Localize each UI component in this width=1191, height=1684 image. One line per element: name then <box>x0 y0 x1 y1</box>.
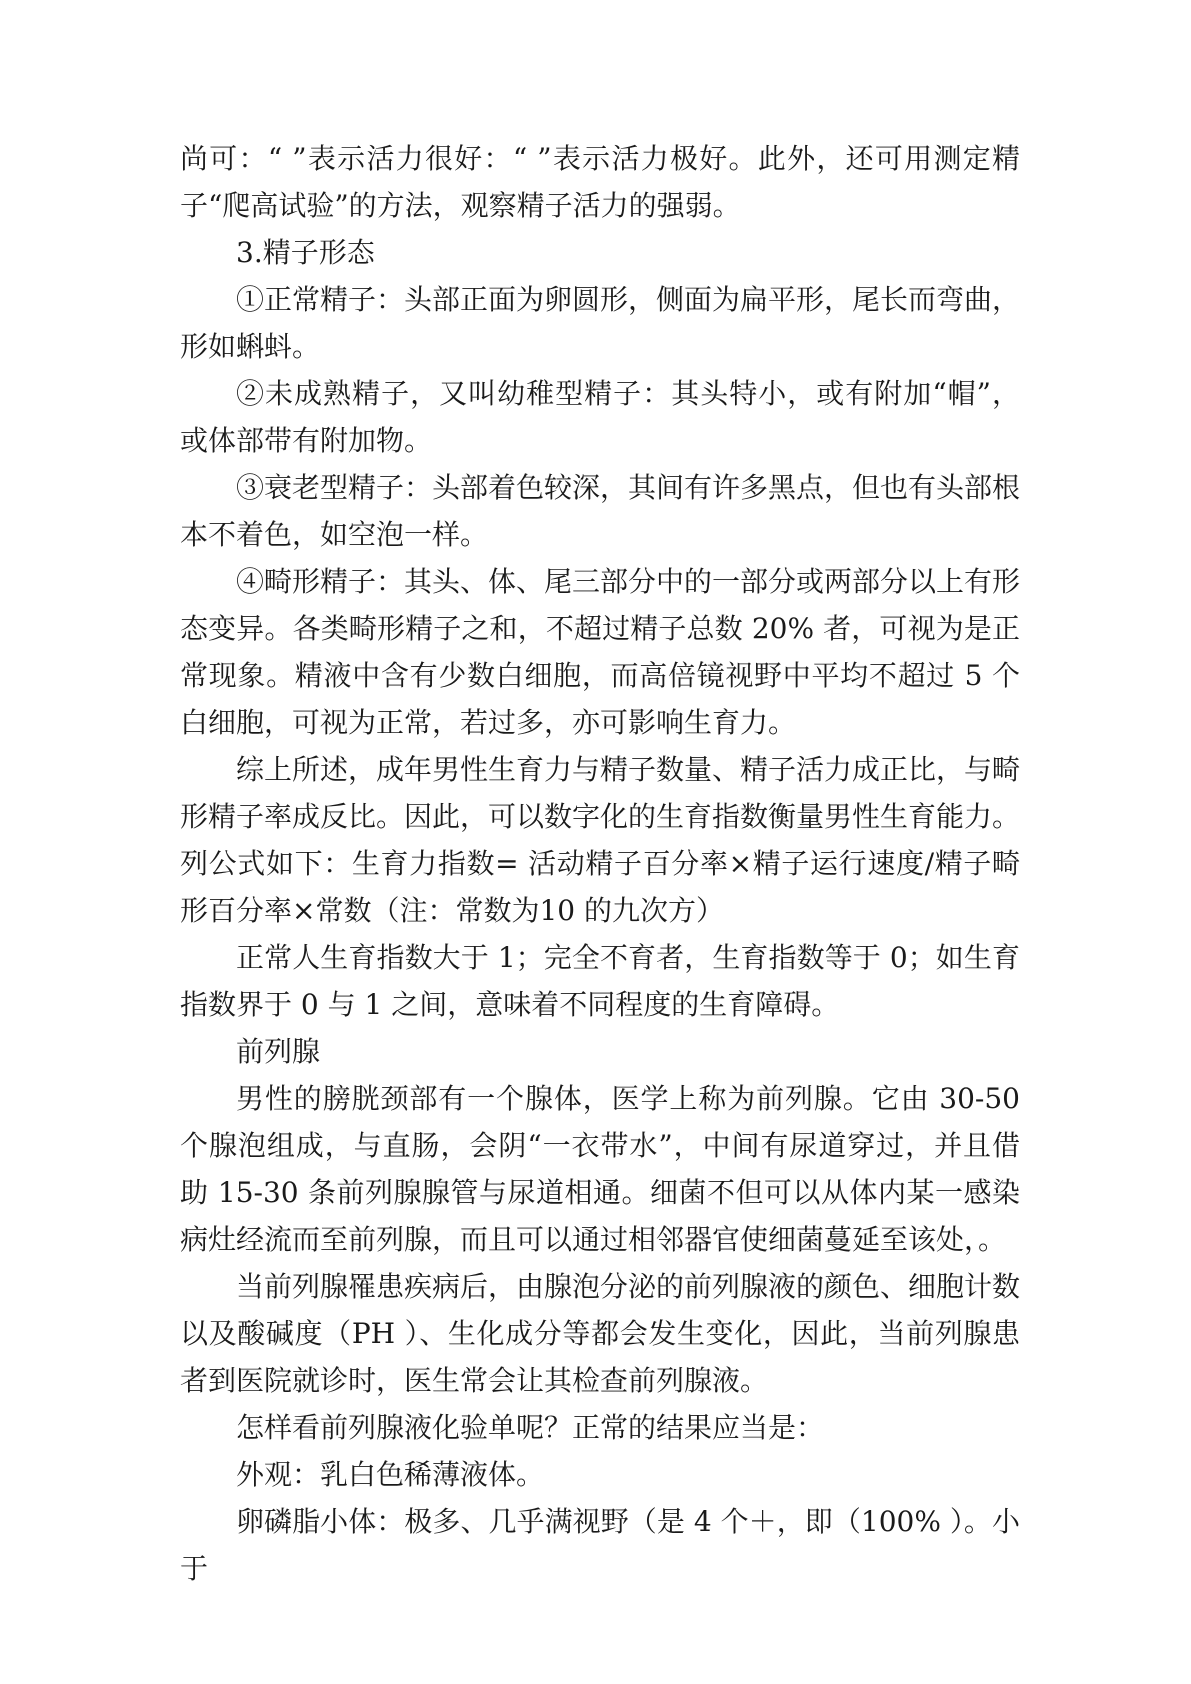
paragraph-lecithin-bodies: 卵磷脂小体：极多、几乎满视野（是 4 个＋，即（100% ）。小于 <box>180 1505 1020 1585</box>
paragraph-prostate-anatomy: 男性的膀胱颈部有一个腺体，医学上称为前列腺。它由 30-50 个腺泡组成，与直肠，会阴“一衣带水”，中间有尿道穿过，并且借助 15-30 条前列腺腺管与尿道相通。细菌不但可以从体内某一感染病灶经流而至前列腺，而且可以通过相邻器官使细菌蔓延至该处，。 <box>180 1082 1020 1256</box>
paragraph-abnormal-sperm: ④畸形精子：其头、体、尾三部分中的一部分或两部分以上有形态变异。各类畸形精子之和，不超过精子总数 20% 者，可视为是正常现象。精液中含有少数白细胞，而高倍镜视野中平均不超过 5 个白细胞，可视为正常，若过多，亦可影响生育力。 <box>180 565 1021 739</box>
paragraph-prostate-disease: 当前列腺罹患疾病后，由腺泡分泌的前列腺液的颜色、细胞计数以及酸碱度（PH ）、生化成分等都会发生变化，因此，当前列腺患者到医院就诊时，医生常会让其检查前列腺液。 <box>180 1270 1021 1397</box>
paragraph-lab-report-question: 怎样看前列腺液化验单呢？正常的结果应当是： <box>236 1411 825 1444</box>
paragraph-aging-sperm: ③衰老型精子：头部着色较深，其间有许多黑点，但也有头部根本不着色，如空泡一样。 <box>180 471 1021 551</box>
heading-sperm-morphology: 3.精子形态 <box>236 236 375 269</box>
document-body <box>180 135 1020 1592</box>
paragraph-sperm-motility-continued: 尚可：“ ”表示活力很好：“ ”表示活力极好。此外，还可用测定精子“爬高试验”的方法，观察精子活力的强弱。 <box>180 142 1020 222</box>
heading-prostate: 前列腺 <box>236 1035 321 1068</box>
paragraph-fertility-index: 正常人生育指数大于 1；完全不育者，生育指数等于 0；如生育指数界于 0 与 1 之间，意味着不同程度的生育障碍。 <box>180 941 1020 1021</box>
paragraph-normal-sperm: ①正常精子：头部正面为卵圆形，侧面为扁平形，尾长而弯曲，形如蝌蚪。 <box>180 283 1021 363</box>
paragraph-appearance: 外观：乳白色稀薄液体。 <box>236 1458 545 1491</box>
paragraph-fertility-formula: 综上所述，成年男性生育力与精子数量、精子活力成正比，与畸形精子率成反比。因此，可以数字化的生育指数衡量男性生育能力。列公式如下：生育力指数= 活动精子百分率×精子运行速度/精子畸形百分率×常数（注：常数为10 的九次方） <box>180 753 1021 927</box>
paragraph-immature-sperm: ②未成熟精子，又叫幼稚型精子：其头特小，或有附加“帽”，或体部带有附加物。 <box>180 377 1020 457</box>
